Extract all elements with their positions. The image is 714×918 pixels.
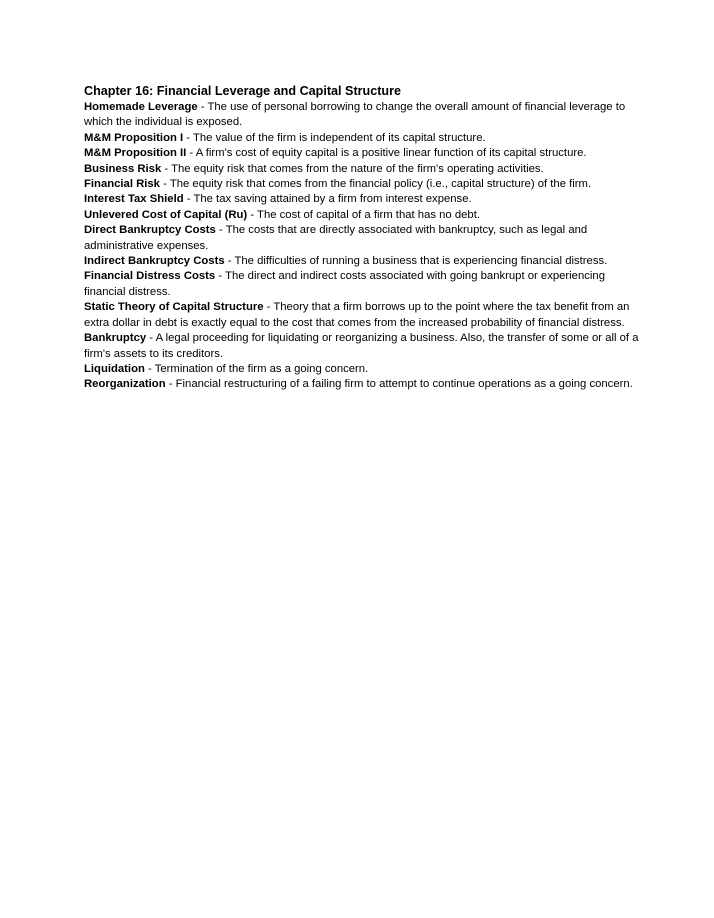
glossary-definition: The direct and indirect costs associated with going bankrupt or experiencing financial distress. — [84, 270, 605, 298]
term-separator: - — [183, 193, 194, 206]
glossary-term: Business Risk — [84, 162, 162, 175]
glossary-term: Homemade Leverage — [84, 101, 198, 113]
glossary-term: Financial Distress Costs — [84, 270, 216, 283]
glossary-definition: The use of personal borrowing to change the overall amount of financial leverage to which the individual is exposed. — [84, 101, 626, 129]
glossary-entry — [84, 377, 644, 392]
glossary-entry — [84, 131, 644, 146]
glossary-term: M&M Proposition II — [84, 147, 187, 160]
glossary-entry — [84, 223, 644, 254]
glossary-entry — [84, 331, 644, 362]
glossary-definition: Financial restructuring of a failing firm to attempt to continue operations as a going concern. — [175, 378, 633, 391]
term-separator: - — [183, 131, 193, 144]
glossary-definition: A firm's cost of equity capital is a positive linear function of its capital structure. — [195, 147, 587, 160]
glossary-definition: The costs that are directly associated with bankruptcy, such as legal and administrative expenses. — [84, 224, 588, 252]
document-page — [84, 83, 644, 393]
glossary-term: Indirect Bankruptcy Costs — [84, 255, 225, 268]
glossary-term: Financial Risk — [84, 178, 160, 191]
glossary-entry — [84, 100, 644, 131]
glossary-definition: The tax saving attained by a firm from interest expense. — [193, 193, 472, 206]
term-separator: - — [197, 101, 208, 113]
glossary-definition: Termination of the firm as a going concern. — [154, 362, 369, 375]
term-separator: - — [263, 301, 274, 314]
glossary-term: Static Theory of Capital Structure — [84, 301, 264, 314]
glossary-term: Bankruptcy — [84, 332, 147, 345]
glossary-entry — [84, 254, 644, 269]
term-separator: - — [186, 147, 196, 160]
glossary-term: Interest Tax Shield — [84, 193, 184, 206]
glossary-entry — [84, 162, 644, 177]
term-separator: - — [146, 332, 156, 345]
term-separator: - — [215, 224, 226, 237]
glossary-term: Direct Bankruptcy Costs — [84, 224, 216, 237]
glossary-definition: The difficulties of running a business that is experiencing financial distress. — [234, 255, 608, 268]
glossary-entry — [84, 362, 644, 377]
term-separator: - — [159, 178, 170, 191]
glossary-definition: The value of the firm is independent of its capital structure. — [193, 131, 486, 144]
term-separator: - — [165, 378, 176, 391]
glossary-entry — [84, 300, 644, 331]
chapter-title: Chapter 16: Financial Leverage and Capital Structure — [84, 84, 402, 98]
glossary-definition: The equity risk that comes from the nature of the firm's operating activities. — [171, 162, 544, 175]
glossary-term: M&M Proposition I — [84, 131, 184, 144]
term-separator: - — [215, 270, 226, 283]
glossary-definition: The cost of capital of a firm that has no debt. — [257, 208, 480, 221]
glossary-definition: Theory that a firm borrows up to the point where the tax benefit from an extra dollar in debt is exactly equal to the cost that comes from the increased probability of financial distress. — [84, 301, 630, 329]
glossary-entry — [84, 146, 644, 161]
glossary-term: Unlevered Cost of Capital (Ru) — [84, 208, 248, 221]
glossary-entry — [84, 192, 644, 207]
term-separator: - — [144, 362, 155, 375]
glossary-entry — [84, 177, 644, 192]
term-separator: - — [224, 255, 235, 268]
term-separator: - — [161, 162, 172, 175]
glossary-term: Reorganization — [84, 378, 166, 391]
term-separator: - — [247, 208, 258, 221]
glossary-definition: A legal proceeding for liquidating or reorganizing a business. Also, the transfer of some or all of a firm's assets to its creditors. — [84, 332, 639, 360]
glossary-entry — [84, 269, 644, 300]
glossary-definition: The equity risk that comes from the financial policy (i.e., capital structure) of the firm. — [169, 178, 592, 191]
glossary-term: Liquidation — [84, 362, 145, 375]
glossary-entry — [84, 208, 644, 223]
